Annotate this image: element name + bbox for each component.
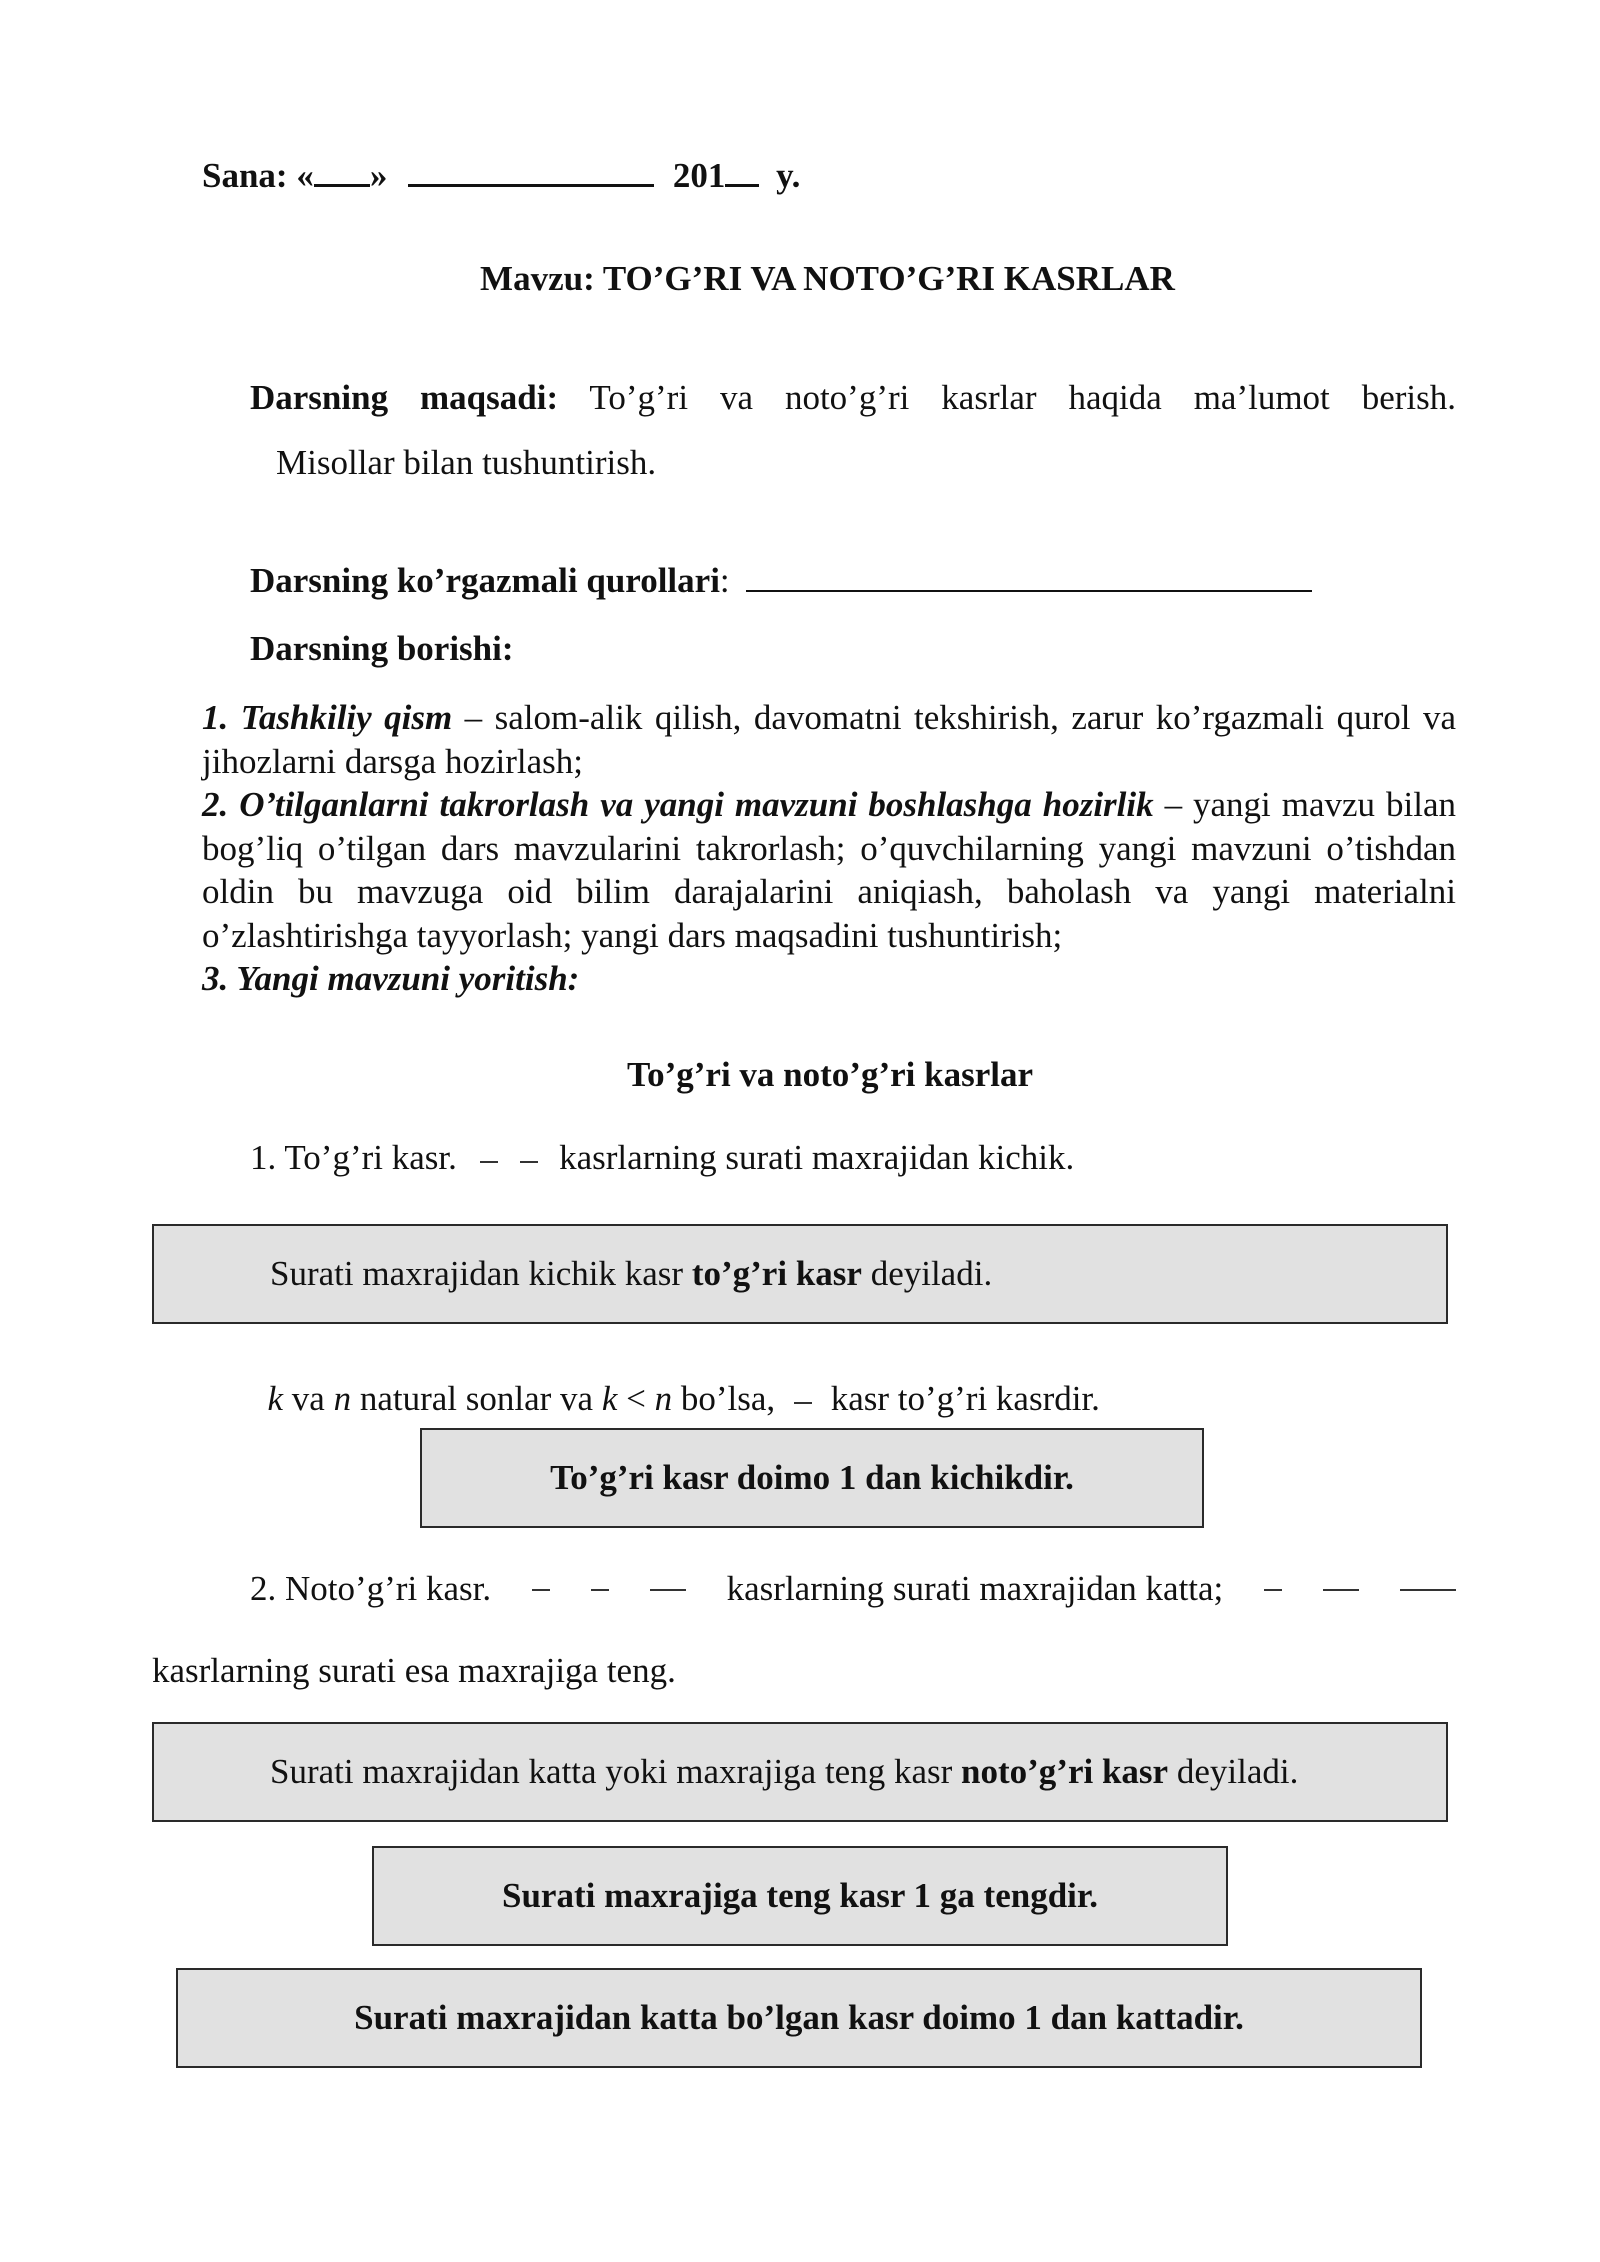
step-title: 3. Yangi mavzuni yoritish: <box>202 959 580 998</box>
equipment-line <box>250 560 1312 602</box>
proper-condition-line <box>250 1336 1100 1423</box>
improper-definition-box <box>152 1722 1448 1822</box>
improper-rule-box-1 <box>372 1846 1228 1946</box>
proper-definition-box <box>152 1224 1448 1324</box>
fraction-bar-icon <box>532 1568 550 1610</box>
step-text: – salom-alik qilish, davomatni tekshirish, zarur ko’rgazmali qurol va jihozlarni darsga hozirlash; <box>202 698 1456 781</box>
equipment-label: Darsning ko’rgazmali qurollari <box>250 561 720 600</box>
year-blank <box>725 154 759 187</box>
fraction-bar-icon <box>1400 1568 1456 1610</box>
cond-va: va <box>283 1379 334 1418</box>
cond-mid: natural sonlar va <box>351 1379 602 1418</box>
var-n: n <box>333 1379 352 1418</box>
def-suffix: deyiladi. <box>1168 1752 1299 1791</box>
year-suffix: y. <box>776 156 801 195</box>
equipment-blank <box>746 560 1312 592</box>
fraction-bar-icon <box>480 1140 498 1182</box>
proper-description: kasrlarning surati maxrajidan kichik. <box>559 1138 1075 1177</box>
improper-rule-2: Surati maxrajidan katta bo’lgan kasr doimo 1 dan kattadir. <box>354 1998 1244 2037</box>
cond-bolsa: bo’lsa, <box>672 1379 776 1418</box>
year-prefix: 201 <box>672 156 726 195</box>
month-blank <box>408 154 654 187</box>
fraction-bar-icon <box>794 1381 812 1423</box>
step-title: 2. O’tilganlarni takrorlash va yangi mavzuni boshlashga hozirlik <box>202 785 1154 824</box>
improper-fraction-line <box>250 1568 1456 1610</box>
proper-title: 1. To’g’ri kasr. <box>250 1138 457 1177</box>
improper-rule-1: Surati maxrajiga teng kasr 1 ga tengdir. <box>502 1876 1098 1915</box>
fraction-bar-icon <box>1264 1568 1282 1610</box>
def-prefix: Surati maxrajidan katta yoki maxrajiga teng kasr <box>270 1752 962 1791</box>
step-3 <box>202 957 1456 1001</box>
improper-description-continued: kasrlarning surati esa maxrajiga teng. <box>152 1651 676 1690</box>
goal-label: Darsning maqsadi: <box>250 378 559 417</box>
improper-description: kasrlarning surati maxrajidan katta; <box>726 1569 1224 1608</box>
def-term: noto’g’ri kasr <box>961 1752 1169 1791</box>
def-prefix: Surati maxrajidan kichik kasr <box>270 1254 692 1293</box>
step-1 <box>202 696 1456 783</box>
cond-lt: < <box>617 1379 655 1418</box>
date-line <box>202 154 800 197</box>
date-close: » <box>369 156 388 195</box>
proper-fraction-line <box>250 1137 1074 1182</box>
fraction-bar-icon <box>1323 1568 1359 1610</box>
step-title: 1. Tashkiliy qism <box>202 698 453 737</box>
step-2 <box>202 783 1456 957</box>
improper-rule-box-2 <box>176 1968 1422 2068</box>
def-term: to’g’ri kasr <box>691 1254 862 1293</box>
page-title: Mavzu: TO’G’RI VA NOTO’G’RI KASRLAR <box>480 259 1175 298</box>
var-k2: k <box>601 1379 618 1418</box>
date-label: Sana: « <box>202 156 314 195</box>
equipment-colon: : <box>719 561 730 600</box>
goal-text: To’g’ri va noto’g’ri kasrlar haqida ma’lumot berish. <box>589 378 1456 417</box>
day-blank <box>314 154 370 187</box>
fraction-bar-icon <box>520 1140 538 1182</box>
improper-title: 2. Noto’g’ri kasr. <box>250 1569 492 1608</box>
step-text: – yangi mavzu bilan bog’liq o’tilgan dars mavzularini takrorlash; o’quvchilarning yangi mavzuni o’tishdan oldin bu mavzuga oid bilim darajalarini aniqiash, baholash va yangi materialni o’zlashtirishga tayyorlash; yangi dars maqsadini tushuntirish; <box>202 785 1456 955</box>
fraction-bar-icon <box>650 1568 686 1610</box>
def-suffix: deyiladi. <box>861 1254 993 1293</box>
lesson-goal <box>250 376 1456 420</box>
cond-suffix: kasr to’g’ri kasrdir. <box>830 1379 1100 1418</box>
section-title: To’g’ri va noto’g’ri kasrlar <box>626 1055 1034 1094</box>
fraction-bar-icon <box>591 1568 609 1610</box>
var-k: k <box>267 1379 284 1418</box>
proper-rule-box <box>420 1428 1204 1528</box>
goal-text-continued: Misollar bilan tushuntirish. <box>276 443 657 482</box>
proper-rule: To’g’ri kasr doimo 1 dan kichikdir. <box>550 1458 1074 1497</box>
progress-label: Darsning borishi: <box>250 629 514 668</box>
var-n2: n <box>654 1379 673 1418</box>
